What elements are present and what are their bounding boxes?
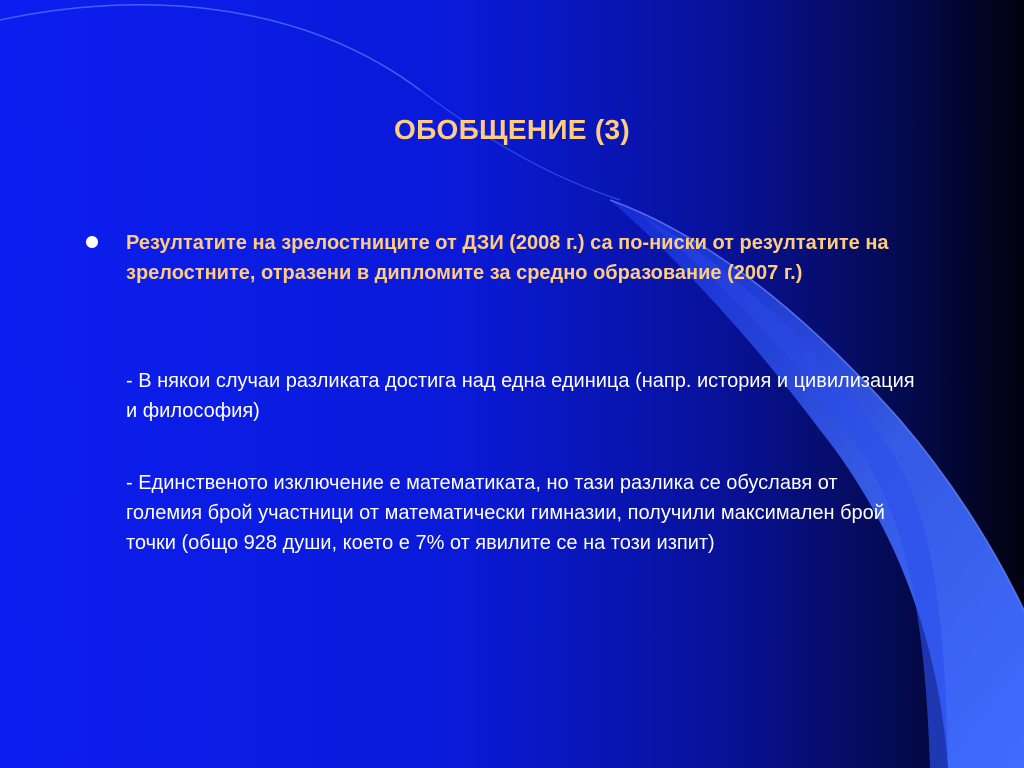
bullet-text: Резултатите на зрелостниците от ДЗИ (2008 г.) са по-ниски от резултатите на зрелостните, отразени в дипломите за средно образование (2007 г.) — [126, 232, 889, 284]
sub-item-1: - В някои случаи разликата достига над една единица (напр. история и цивилизация и философия) — [126, 370, 915, 422]
sub-item-2: - Единственото изключение е математиката, но тази разлика се обуславя от големия брой участници от математически гимназии, получили максимален брой точки (общо 928 души, което е 7% от явилите се на този изпит) — [126, 472, 885, 554]
bullet-dot-icon — [86, 236, 98, 248]
slide-title: ОБОБЩЕНИЕ (3) — [394, 114, 630, 145]
